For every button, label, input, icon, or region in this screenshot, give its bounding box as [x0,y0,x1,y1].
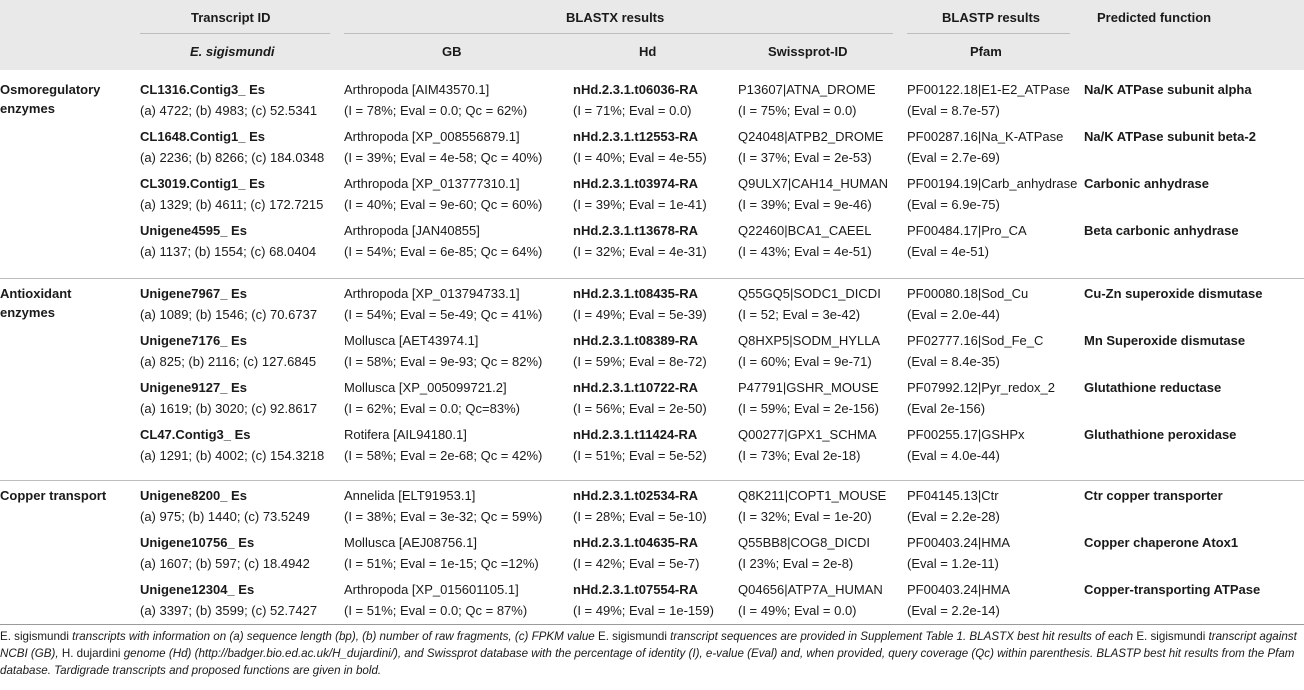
hd-hit: nHd.2.3.1.t06036-RA [573,82,698,97]
pfam-hit: PF04145.13|Ctr [907,488,999,503]
swissprot-scores: (I = 39%; Eval = 9e-46) [738,197,872,212]
swissprot-hit: Q8K211|COPT1_MOUSE [738,488,887,503]
footnote-segment: E. sigismundi [597,630,667,643]
pfam-scores: (Eval = 2.2e-14) [907,603,1000,618]
gb-hit: Mollusca [AET43974.1] [344,333,479,348]
hd-scores: (I = 32%; Eval = 4e-31) [573,244,707,259]
hd-scores: (I = 49%; Eval = 5e-39) [573,307,707,322]
transcript-id: Unigene7176_ Es [140,333,247,348]
predicted-function: Cu-Zn superoxide dismutase [1084,286,1263,301]
swissprot-scores: (I = 75%; Eval = 0.0) [738,103,857,118]
header-rule-blastx [344,33,893,34]
gb-scores: (I = 78%; Eval = 0.0; Qc = 62%) [344,103,528,118]
swissprot-hit: P47791|GSHR_MOUSE [738,380,879,395]
hd-scores: (I = 42%; Eval = 5e-7) [573,556,700,571]
pfam-hit: PF00287.16|Na_K-ATPase [907,129,1064,144]
hd-hit: nHd.2.3.1.t11424-RA [573,427,698,442]
transcript-stats: (a) 975; (b) 1440; (c) 73.5249 [140,509,310,524]
gb-scores: (I = 62%; Eval = 0.0; Qc=83%) [344,401,520,416]
transcript-stats: (a) 1089; (b) 1546; (c) 70.6737 [140,307,318,322]
transcript-stats: (a) 3397; (b) 3599; (c) 52.7427 [140,603,318,618]
hd-scores: (I = 39%; Eval = 1e-41) [573,197,707,212]
gb-hit: Arthropoda [XP_008556879.1] [344,129,520,144]
swissprot-scores: (I = 43%; Eval = 4e-51) [738,244,872,259]
transcript-id: Unigene7967_ Es [140,286,247,301]
header-transcript-id: Transcript ID [191,10,271,25]
group-label: Antioxidant [0,286,72,301]
group-divider [0,480,1304,481]
gb-hit: Arthropoda [XP_015601105.1] [344,582,519,597]
hd-scores: (I = 59%; Eval = 8e-72) [573,354,707,369]
swissprot-hit: Q8HXP5|SODM_HYLLA [738,333,881,348]
header-gb: GB [442,44,462,59]
hd-hit: nHd.2.3.1.t12553-RA [573,129,698,144]
transcript-id: Unigene12304_ Es [140,582,255,597]
swissprot-hit: Q00277|GPX1_SCHMA [738,427,877,442]
hd-scores: (I = 71%; Eval = 0.0) [573,103,692,118]
swissprot-scores: (I = 37%; Eval = 2e-53) [738,150,872,165]
gb-hit: Mollusca [XP_005099721.2] [344,380,507,395]
swissprot-hit: Q9ULX7|CAH14_HUMAN [738,176,889,191]
header-pfam: Pfam [970,44,1002,59]
swissprot-hit: Q24048|ATPB2_DROME [738,129,884,144]
swissprot-scores: (I = 60%; Eval = 9e-71) [738,354,872,369]
transcript-id: CL1648.Contig1_ Es [140,129,265,144]
header-swissprot-id: Swissprot-ID [768,44,848,59]
hd-scores: (I = 28%; Eval = 5e-10) [573,509,707,524]
pfam-hit: PF00122.18|E1-E2_ATPase [907,82,1070,97]
footnote-segment: transcript against NCBI (GB), [0,630,1297,660]
swissprot-scores: (I = 49%; Eval = 0.0) [738,603,857,618]
transcript-stats: (a) 825; (b) 2116; (c) 127.6845 [140,354,317,369]
gb-hit: Rotifera [AIL94180.1] [344,427,467,442]
predicted-function: Na/K ATPase subunit beta-2 [1084,129,1256,144]
pfam-hit: PF07992.12|Pyr_redox_2 [907,380,1055,395]
footnote-segment: H. dujardini [61,647,121,660]
hd-hit: nHd.2.3.1.t13678-RA [573,223,698,238]
header-species: E. sigismundi [190,44,275,59]
gb-scores: (I = 58%; Eval = 9e-93; Qc = 82%) [344,354,543,369]
predicted-function: Copper-transporting ATPase [1084,582,1261,597]
gb-scores: (I = 51%; Eval = 1e-15; Qc =12%) [344,556,539,571]
swissprot-scores: (I = 32%; Eval = 1e-20) [738,509,872,524]
transcript-id: Unigene10756_ Es [140,535,255,550]
transcript-stats: (a) 1607; (b) 597; (c) 18.4942 [140,556,310,571]
group-label: enzymes [0,101,55,116]
pfam-hit: PF00484.17|Pro_CA [907,223,1027,238]
predicted-function: Beta carbonic anhydrase [1084,223,1239,238]
swissprot-hit: Q55BB8|COG8_DICDI [738,535,870,550]
footnote-segment: E. sigismundi [0,630,69,643]
hd-scores: (I = 49%; Eval = 1e-159) [573,603,714,618]
hd-hit: nHd.2.3.1.t04635-RA [573,535,698,550]
pfam-hit: PF00255.17|GSHPx [907,427,1025,442]
gb-hit: Arthropoda [XP_013777310.1] [344,176,520,191]
pfam-hit: PF00080.18|Sod_Cu [907,286,1029,301]
transcript-id: CL3019.Contig1_ Es [140,176,265,191]
transcript-stats: (a) 1329; (b) 4611; (c) 172.7215 [140,197,324,212]
swissprot-hit: Q22460|BCA1_CAEEL [738,223,872,238]
gb-scores: (I = 38%; Eval = 3e-32; Qc = 59%) [344,509,543,524]
hd-hit: nHd.2.3.1.t02534-RA [573,488,698,503]
transcript-id: CL1316.Contig3_ Es [140,82,265,97]
transcript-id: Unigene4595_ Es [140,223,247,238]
hd-hit: nHd.2.3.1.t10722-RA [573,380,698,395]
header-blastx: BLASTX results [566,10,665,25]
predicted-function: Mn Superoxide dismutase [1084,333,1246,348]
swissprot-hit: Q04656|ATP7A_HUMAN [738,582,883,597]
gb-scores: (I = 39%; Eval = 4e-58; Qc = 40%) [344,150,543,165]
pfam-hit: PF02777.16|Sod_Fe_C [907,333,1044,348]
pfam-hit: PF00403.24|HMA [907,535,1011,550]
table-bottom-rule [0,624,1304,625]
pfam-scores: (Eval = 4.0e-44) [907,448,1000,463]
header-rule-blastp [907,33,1070,34]
pfam-scores: (Eval = 8.4e-35) [907,354,1000,369]
swissprot-scores: (I = 73%; Eval 2e-18) [738,448,861,463]
footnote-segment: transcripts with information on (a) sequence length (bp), (b) number of raw fragments, (c) FPKM value [68,630,598,643]
transcript-stats: (a) 1291; (b) 4002; (c) 154.3218 [140,448,325,463]
hd-hit: nHd.2.3.1.t08435-RA [573,286,698,301]
predicted-function: Na/K ATPase subunit alpha [1084,82,1252,97]
table-footnote [0,628,1304,679]
group-label: Osmoregulatory [0,82,101,97]
swissprot-scores: (I 23%; Eval = 2e-8) [738,556,854,571]
gb-scores: (I = 54%; Eval = 6e-85; Qc = 64%) [344,244,543,259]
transcript-stats: (a) 1619; (b) 3020; (c) 92.8617 [140,401,318,416]
swissprot-scores: (I = 59%; Eval = 2e-156) [738,401,879,416]
predicted-function: Gluthathione peroxidase [1084,427,1237,442]
pfam-scores: (Eval = 4e-51) [907,244,990,259]
pfam-scores: (Eval = 2.0e-44) [907,307,1000,322]
predicted-function: Ctr copper transporter [1084,488,1223,503]
pfam-scores: (Eval = 8.7e-57) [907,103,1000,118]
pfam-scores: (Eval = 1.2e-11) [907,556,999,571]
pfam-scores: (Eval = 2.7e-69) [907,150,1000,165]
transcript-id: Unigene8200_ Es [140,488,247,503]
gb-hit: Arthropoda [JAN40855] [344,223,480,238]
hd-scores: (I = 56%; Eval = 2e-50) [573,401,707,416]
gb-hit: Annelida [ELT91953.1] [344,488,476,503]
pfam-hit: PF00403.24|HMA [907,582,1011,597]
footnote-segment: transcript sequences are provided in Supplement Table 1. BLASTX best hit results of each [666,630,1137,643]
header-predicted-function: Predicted function [1097,10,1212,25]
swissprot-scores: (I = 52; Eval = 3e-42) [738,307,861,322]
group-divider [0,278,1304,279]
transcript-id: Unigene9127_ Es [140,380,247,395]
predicted-function: Glutathione reductase [1084,380,1222,395]
swissprot-hit: Q55GQ5|SODC1_DICDI [738,286,881,301]
transcript-stats: (a) 4722; (b) 4983; (c) 52.5341 [140,103,318,118]
pfam-scores: (Eval = 2.2e-28) [907,509,1000,524]
group-label: Copper transport [0,488,107,503]
predicted-function: Copper chaperone Atox1 [1084,535,1239,550]
pfam-scores: (Eval 2e-156) [907,401,986,416]
hd-scores: (I = 40%; Eval = 4e-55) [573,150,707,165]
footnote-segment: E. sigismundi [1136,630,1206,643]
header-rule-transcript [140,33,330,34]
hd-hit: nHd.2.3.1.t03974-RA [573,176,698,191]
footnote-segment: genome (Hd) (http://badger.bio.ed.ac.uk/H_dujardini/), and Swissprot database with the percentage of identity (I), e-value (Eval) and, when provided, query coverage (Qc) within parenthesis. BLASTP best hit results from the Pfam database. Tardigrade transcripts and proposed functions are given in bold. [0,647,1295,677]
transcript-stats: (a) 2236; (b) 8266; (c) 184.0348 [140,150,325,165]
gb-scores: (I = 51%; Eval = 0.0; Qc = 87%) [344,603,528,618]
gb-hit: Arthropoda [XP_013794733.1] [344,286,520,301]
gb-hit: Mollusca [AEJ08756.1] [344,535,477,550]
header-blastp: BLASTP results [942,10,1041,25]
hd-hit: nHd.2.3.1.t07554-RA [573,582,698,597]
gb-scores: (I = 40%; Eval = 9e-60; Qc = 60%) [344,197,543,212]
gb-hit: Arthropoda [AIM43570.1] [344,82,490,97]
transcript-id: CL47.Contig3_ Es [140,427,251,442]
gb-scores: (I = 54%; Eval = 5e-49; Qc = 41%) [344,307,543,322]
pfam-scores: (Eval = 6.9e-75) [907,197,1000,212]
header-hd: Hd [639,44,657,59]
predicted-function: Carbonic anhydrase [1084,176,1209,191]
hd-scores: (I = 51%; Eval = 5e-52) [573,448,707,463]
hd-hit: nHd.2.3.1.t08389-RA [573,333,698,348]
swissprot-hit: P13607|ATNA_DROME [738,82,876,97]
gb-scores: (I = 58%; Eval = 2e-68; Qc = 42%) [344,448,543,463]
transcript-stats: (a) 1137; (b) 1554; (c) 68.0404 [140,244,317,259]
pfam-hit: PF00194.19|Carb_anhydrase [907,176,1078,191]
group-label: enzymes [0,305,55,320]
